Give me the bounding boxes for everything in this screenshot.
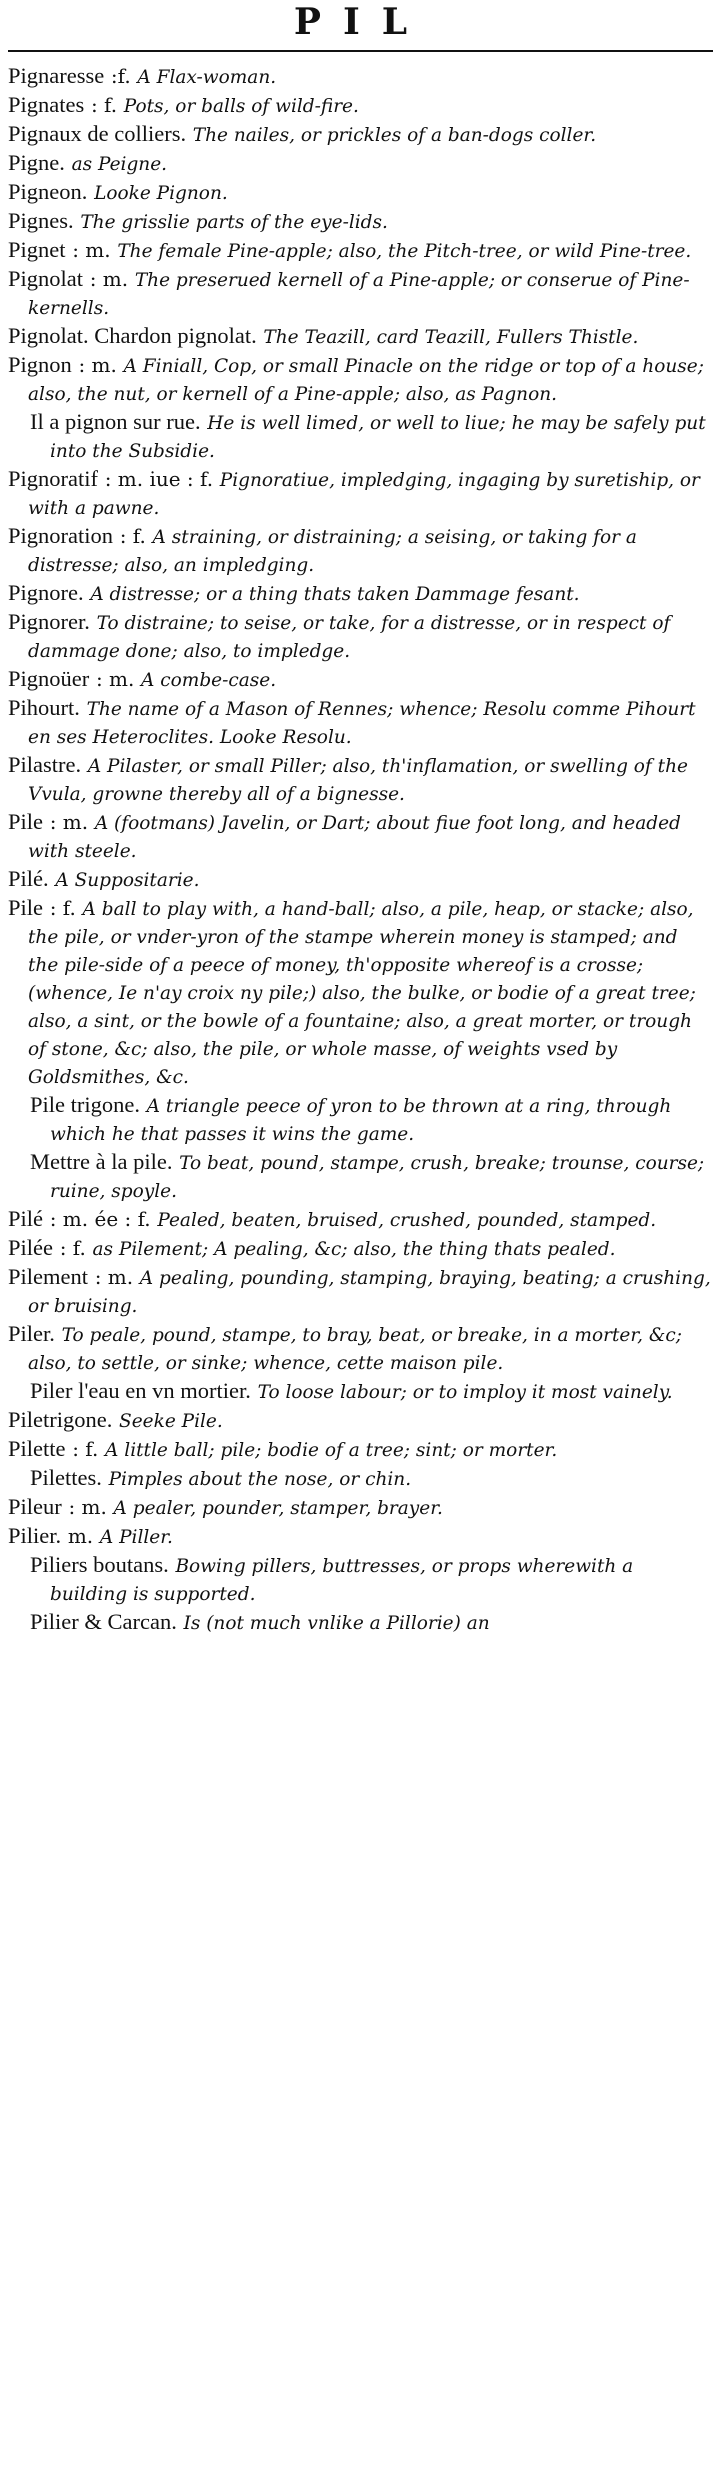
dictionary-entry — [8, 1234, 713, 1263]
headword: Il a pignon sur rue. — [30, 409, 201, 434]
definition: A (footmans) Javelin, or Dart; about fiue foot long, and headed with steele. — [28, 813, 681, 862]
headword: Pilé — [8, 1206, 44, 1231]
headword: Pignolat — [8, 266, 84, 291]
definition: as Peigne. — [71, 154, 168, 175]
definition: To beat, pound, stampe, crush, breake; trounse, course; ruine, spoyle. — [50, 1153, 705, 1202]
dictionary-entry — [8, 178, 713, 207]
definition: Pignoratiue, impledging, ingaging by suretiship, or with a pawne. — [28, 470, 700, 519]
definition: The female Pine-apple; also, the Pitch-tree, or wild Pine-tree. — [117, 241, 692, 262]
grammar-label: : m. — [89, 267, 129, 291]
headword: Pilé. — [8, 866, 49, 891]
definition: A Suppositarie. — [55, 870, 200, 891]
dictionary-entry — [8, 608, 713, 665]
definition: Looke Pignon. — [94, 183, 228, 204]
entry-list — [8, 62, 713, 1637]
grammar-label: : f. — [90, 93, 118, 117]
grammar-label: : m. — [94, 1265, 134, 1289]
definition: The preserued kernell of a Pine-apple; or conserue of Pine-kernells. — [28, 270, 690, 319]
headword: Pignes. — [8, 208, 74, 233]
headword: Pihourt. — [8, 695, 80, 720]
dictionary-entry — [8, 665, 713, 694]
dictionary-entry — [8, 694, 713, 751]
grammar-label: : m. — [95, 667, 135, 691]
dictionary-entry — [8, 1435, 713, 1464]
definition: Is (not much vnlike a Pillorie) an — [183, 1613, 490, 1634]
definition: A little ball; pile; bodie of a tree; sint; or morter. — [105, 1440, 558, 1461]
headword: Pigneon. — [8, 179, 88, 204]
dictionary-entry — [8, 522, 713, 579]
dictionary-entry — [8, 1522, 713, 1551]
page-header: PIL — [293, 1, 430, 43]
definition: To peale, pound, stampe, to bray, beat, or breake, in a morter, &c; also, to settle, or sinke; whence, cette maison pile. — [28, 1325, 682, 1374]
dictionary-entry — [8, 62, 713, 91]
headword: Pignaresse — [8, 63, 105, 88]
definition: He is well limed, or well to liue; he may be safely put into the Subsidie. — [50, 413, 706, 462]
grammar-label: : m. ée : f. — [49, 1207, 151, 1231]
headword: Pignoüer — [8, 666, 90, 691]
grammar-label: : f. — [119, 524, 146, 548]
headword: Mettre à la pile. — [30, 1149, 173, 1174]
headword: Pilement — [8, 1264, 88, 1289]
dictionary-entry — [8, 751, 713, 808]
dictionary-entry — [8, 207, 713, 236]
headword: Piliers boutans. — [30, 1552, 169, 1577]
sub-entry — [8, 408, 713, 465]
grammar-label: : m. — [72, 238, 111, 262]
dictionary-entry — [8, 465, 713, 522]
dictionary-entry — [8, 1493, 713, 1522]
headword: Piletrigone. — [8, 1407, 113, 1432]
grammar-label: : f. — [49, 896, 76, 920]
grammar-label: : f. — [72, 1437, 99, 1461]
sub-entry — [8, 1377, 713, 1406]
headword: Pignore. — [8, 580, 84, 605]
grammar-label: : f. — [59, 1236, 86, 1260]
definition: A Piller. — [99, 1527, 173, 1548]
grammar-label: :f. — [110, 64, 131, 88]
headword: Pilette — [8, 1436, 66, 1461]
grammar-label: : m. iue : f. — [104, 467, 214, 491]
dictionary-entry — [8, 149, 713, 178]
dictionary-entry — [8, 322, 713, 351]
definition: as Pilement; A pealing, &c; also, the thing thats pealed. — [92, 1239, 616, 1260]
headword: Pignates — [8, 92, 85, 117]
headword: Pignoratif — [8, 466, 98, 491]
header-rule — [8, 50, 713, 52]
headword: Pilier. — [8, 1523, 62, 1548]
definition: The name of a Mason of Rennes; whence; Resolu comme Pihourt en ses Heteroclites. Looke Resolu. — [28, 699, 696, 748]
sub-entry — [8, 1148, 713, 1205]
definition: Seeke Pile. — [119, 1411, 223, 1432]
dictionary-entry — [8, 120, 713, 149]
headword: Pignorer. — [8, 609, 90, 634]
dictionary-entry — [8, 865, 713, 894]
dictionary-entry — [8, 894, 713, 1091]
headword: Pile — [8, 809, 44, 834]
definition: A Flax-woman. — [137, 67, 277, 88]
grammar-label: : m. — [68, 1495, 107, 1519]
definition: The grisslie parts of the eye-lids. — [80, 212, 388, 233]
headword: Pile trigone. — [30, 1092, 140, 1117]
headword: Piler l'eau en vn mortier. — [30, 1378, 251, 1403]
grammar-label: : m. — [78, 353, 117, 377]
sub-entry — [8, 1464, 713, 1493]
dictionary-entry — [8, 236, 713, 265]
dictionary-entry — [8, 351, 713, 408]
headword: Piler. — [8, 1321, 55, 1346]
headword: Pignolat. Chardon pignolat. — [8, 323, 257, 348]
dictionary-entry — [8, 1205, 713, 1234]
definition: A distresse; or a thing thats taken Dammage fesant. — [90, 584, 580, 605]
dictionary-entry — [8, 1263, 713, 1320]
headword: Pignaux de colliers. — [8, 121, 187, 146]
headword: Pilier & Carcan. — [30, 1609, 177, 1634]
sub-entry — [8, 1608, 713, 1637]
headword: Pignoration — [8, 523, 113, 548]
definition: Pots, or balls of wild-fire. — [123, 96, 359, 117]
headword: Pignon — [8, 352, 72, 377]
sub-entry — [8, 1091, 713, 1148]
definition: A straining, or distraining; a seising, or taking for a distresse; also, an impledging. — [28, 527, 637, 576]
dictionary-entry — [8, 265, 713, 322]
headword: Pilastre. — [8, 752, 82, 777]
grammar-label: : m. — [49, 810, 89, 834]
headword: Pigne. — [8, 150, 65, 175]
definition: A triangle peece of yron to be thrown at a ring, through which he that passes it wins the game. — [50, 1096, 672, 1145]
definition: To loose labour; or to imploy it most vainely. — [257, 1382, 673, 1403]
definition: A ball to play with, a hand-ball; also, a pile, heap, or stacke; also, the pile, or vnder-yron of the stampe wherein money is stamped; and the pile-side of a peece of money, th'opposite whereof is a crosse; (whence, Ie n'ay croix ny pile;) also, the bulke, or bodie of a great tree; also, a sint, or the bowle of a fountaine; also, a great morter, or trough of stone, &c; also, the pile, or whole masse, of weights vsed by Goldsmithes, &c. — [28, 899, 696, 1088]
headword: Pilée — [8, 1235, 53, 1260]
headword: Pile — [8, 895, 44, 920]
definition: A pealing, pounding, stamping, braying, beating; a crushing, or bruising. — [28, 1268, 711, 1317]
dictionary-entry — [8, 1320, 713, 1377]
headword: Pileur — [8, 1494, 62, 1519]
definition: A pealer, pounder, stamper, brayer. — [113, 1498, 443, 1519]
grammar-label: m. — [67, 1524, 94, 1548]
definition: Pimples about the nose, or chin. — [108, 1469, 412, 1490]
definition: To distraine; to seise, or take, for a distresse, or in respect of dammage done; also, to impledge. — [28, 613, 671, 662]
definition: A combe-case. — [141, 670, 277, 691]
definition: The Teazill, card Teazill, Fullers Thistle. — [263, 327, 639, 348]
definition: A Pilaster, or small Piller; also, th'inflamation, or swelling of the Vvula, growne thereby all of a bignesse. — [28, 756, 688, 805]
headword: Pilettes. — [30, 1465, 102, 1490]
definition: Bowing pillers, buttresses, or props wherewith a building is supported. — [50, 1556, 634, 1605]
dictionary-entry — [8, 1406, 713, 1435]
definition: The nailes, or prickles of a ban-dogs coller. — [192, 125, 597, 146]
dictionary-entry — [8, 91, 713, 120]
dictionary-entry — [8, 579, 713, 608]
dictionary-entry — [8, 808, 713, 865]
sub-entry — [8, 1551, 713, 1608]
headword: Pignet — [8, 237, 66, 262]
definition: A Finiall, Cop, or small Pinacle on the ridge or top of a house; also, the nut, or kernell of a Pine-apple; also, as Pagnon. — [28, 356, 704, 405]
definition: Pealed, beaten, bruised, crushed, pounded, stamped. — [157, 1210, 657, 1231]
